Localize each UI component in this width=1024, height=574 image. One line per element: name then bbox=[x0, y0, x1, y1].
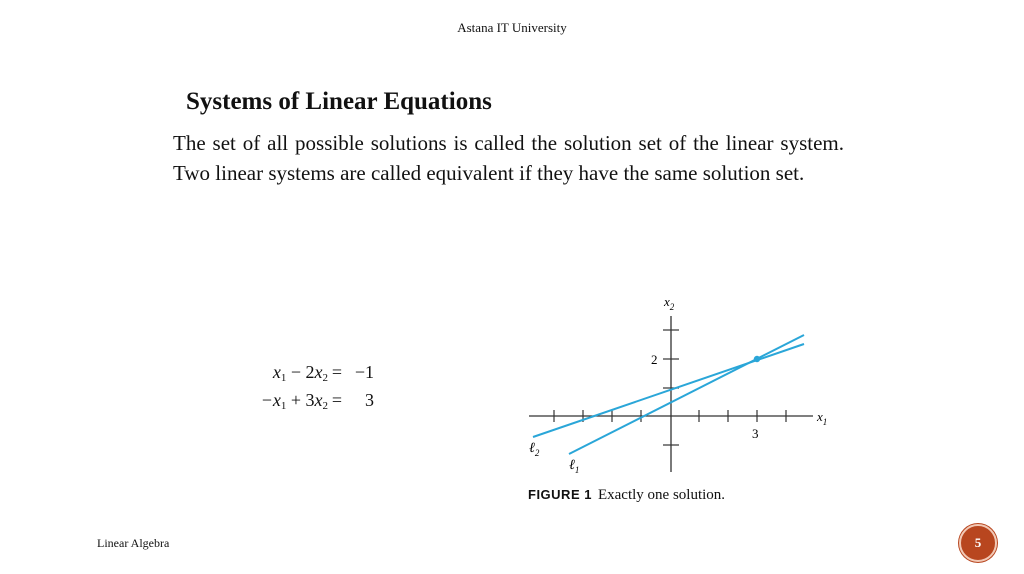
equation-1-lhs bbox=[236, 362, 328, 384]
figure-caption bbox=[528, 487, 725, 504]
eq2-var-b: x bbox=[314, 390, 323, 410]
x-axis-label: $x_1$ bbox=[817, 409, 828, 427]
eq2-sub-b: 2 bbox=[322, 400, 328, 412]
line-l1 bbox=[569, 335, 804, 454]
eq1-equals: = bbox=[331, 362, 343, 382]
y-axis-label: $x_2$ bbox=[664, 294, 675, 312]
eq1-coef: − 2 bbox=[286, 362, 315, 382]
figure-caption-text: Exactly one solution. bbox=[597, 487, 726, 503]
line-l2-label: ℓ$_2$ bbox=[529, 441, 540, 458]
figure-caption-label: FIGURE 1 bbox=[528, 487, 592, 502]
page-number-badge: 5 bbox=[959, 524, 997, 562]
eq2-equals: = bbox=[331, 390, 343, 410]
equation-1 bbox=[236, 362, 386, 384]
eq2-rhs: 3 bbox=[365, 390, 374, 410]
slide-title: Systems of Linear Equations bbox=[186, 88, 492, 115]
eq1-var-b: x bbox=[314, 362, 323, 382]
slide-body-text: The set of all possible solutions is called the solution set of the linear system. Two linear systems are called equivalent if they have the same solution set. bbox=[173, 131, 844, 185]
eq1-rhs: −1 bbox=[354, 362, 374, 382]
intersection-point bbox=[754, 356, 760, 362]
y-tick-label-2: 2 bbox=[651, 352, 658, 367]
eq2-var-a: −x bbox=[260, 390, 281, 410]
equation-2-lhs bbox=[236, 390, 328, 412]
header-organization: Astana IT University bbox=[457, 20, 567, 35]
x-tick-label-3: 3 bbox=[752, 426, 759, 441]
eq1-var-a: x bbox=[272, 362, 281, 382]
solution-graph bbox=[515, 292, 845, 482]
line-l1-label: ℓ$_1$ bbox=[569, 458, 580, 475]
eq2-coef: + 3 bbox=[286, 390, 315, 410]
eq2-sub-a: 1 bbox=[280, 400, 287, 412]
equation-2 bbox=[236, 390, 386, 412]
eq1-sub-a: 1 bbox=[280, 372, 287, 384]
eq1-sub-b: 2 bbox=[322, 372, 328, 384]
line-l2 bbox=[533, 344, 804, 437]
footer-course-name: Linear Algebra bbox=[97, 536, 170, 550]
